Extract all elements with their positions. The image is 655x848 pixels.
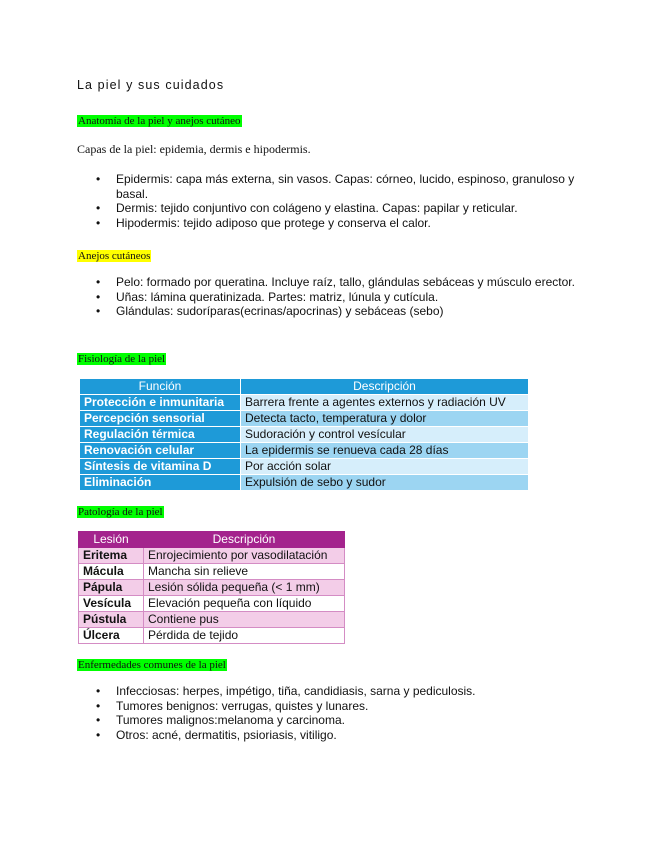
table-cell-descripcion: Contiene pus <box>144 612 345 628</box>
table-row <box>79 628 345 644</box>
list-anejos <box>0 275 586 319</box>
column-header: Descripción <box>144 532 345 548</box>
intro-capas-piel: Capas de la piel: epidemia, dermis e hipodermis. <box>77 142 311 156</box>
table-row <box>79 564 345 580</box>
table-patologia <box>78 531 345 644</box>
table-cell-funcion: Percepción sensorial <box>80 411 241 427</box>
table-cell-funcion: Eliminación <box>80 475 241 491</box>
table-cell-lesion: Úlcera <box>79 628 144 644</box>
table-cell-descripcion: Barrera frente a agentes externos y radiación UV <box>241 395 529 411</box>
table-header-row <box>80 379 529 395</box>
table-row <box>79 548 345 564</box>
table-cell-lesion: Pápula <box>79 580 144 596</box>
table-cell-descripcion: Por acción solar <box>241 459 529 475</box>
list-item: • Hipodermis: tejido adiposo que protege y conserva el calor. <box>0 216 586 231</box>
table-cell-descripcion: Elevación pequeña con líquido <box>144 596 345 612</box>
table-row <box>80 395 529 411</box>
list-item: • Glándulas: sudoríparas(ecrinas/apocrinas) y sebáceas (sebo) <box>0 304 586 319</box>
table-cell-descripcion: Sudoración y control vesícular <box>241 427 529 443</box>
table-cell-descripcion: Expulsión de sebo y sudor <box>241 475 529 491</box>
heading-anejos: Anejos cutáneos <box>78 250 151 262</box>
table-cell-descripcion: Detecta tacto, temperatura y dolor <box>241 411 529 427</box>
heading-patologia: Patología de la piel <box>78 506 163 518</box>
list-item: • Tumores malignos:melanoma y carcinoma. <box>0 713 586 728</box>
table-fisiologia <box>79 378 529 491</box>
list-item: • Otros: acné, dermatitis, psioriasis, vitiligo. <box>0 728 586 743</box>
list-enfermedades <box>0 684 586 742</box>
table-row <box>80 427 529 443</box>
list-item: • Uñas: lámina queratinizada. Partes: matriz, lúnula y cutícula. <box>0 290 586 305</box>
column-header: Función <box>80 379 241 395</box>
table-row <box>80 443 529 459</box>
heading-enfermedades: Enfermedades comunes de la piel <box>78 659 226 671</box>
table-cell-funcion: Renovación celular <box>80 443 241 459</box>
table-cell-funcion: Protección e inmunitaria <box>80 395 241 411</box>
heading-anatomia: Anatomía de la piel y anejos cutáneo <box>78 115 241 127</box>
table-cell-descripcion: Mancha sin relieve <box>144 564 345 580</box>
list-item: • Infecciosas: herpes, impétigo, tiña, candidiasis, sarna y pediculosis. <box>0 684 586 699</box>
table-cell-descripcion: Lesión sólida pequeña (< 1 mm) <box>144 580 345 596</box>
table-cell-lesion: Vesícula <box>79 596 144 612</box>
document-title: La piel y sus cuidados <box>77 78 225 92</box>
table-cell-lesion: Pústula <box>79 612 144 628</box>
list-item: • Epidermis: capa más externa, sin vasos. Capas: córneo, lucido, espinoso, granuloso y basal. <box>0 172 586 201</box>
table-row <box>80 475 529 491</box>
table-row <box>80 411 529 427</box>
list-anatomia <box>0 172 586 230</box>
table-cell-lesion: Mácula <box>79 564 144 580</box>
column-header: Lesión <box>79 532 144 548</box>
table-row <box>79 580 345 596</box>
table-row <box>80 459 529 475</box>
table-header-row <box>79 532 345 548</box>
heading-fisiologia: Fisiología de la piel <box>78 353 166 365</box>
table-cell-descripcion: Pérdida de tejido <box>144 628 345 644</box>
table-cell-lesion: Eritema <box>79 548 144 564</box>
table-row <box>79 596 345 612</box>
list-item: • Tumores benignos: verrugas, quistes y lunares. <box>0 699 586 714</box>
table-cell-descripcion: La epidermis se renueva cada 28 días <box>241 443 529 459</box>
table-cell-funcion: Síntesis de vitamina D <box>80 459 241 475</box>
column-header: Descripción <box>241 379 529 395</box>
table-cell-descripcion: Enrojecimiento por vasodilatación <box>144 548 345 564</box>
list-item: • Dermis: tejido conjuntivo con colágeno y elastina. Capas: papilar y reticular. <box>0 201 586 216</box>
list-item: • Pelo: formado por queratina. Incluye raíz, tallo, glándulas sebáceas y músculo erector. <box>0 275 586 290</box>
table-row <box>79 612 345 628</box>
table-cell-funcion: Regulación térmica <box>80 427 241 443</box>
